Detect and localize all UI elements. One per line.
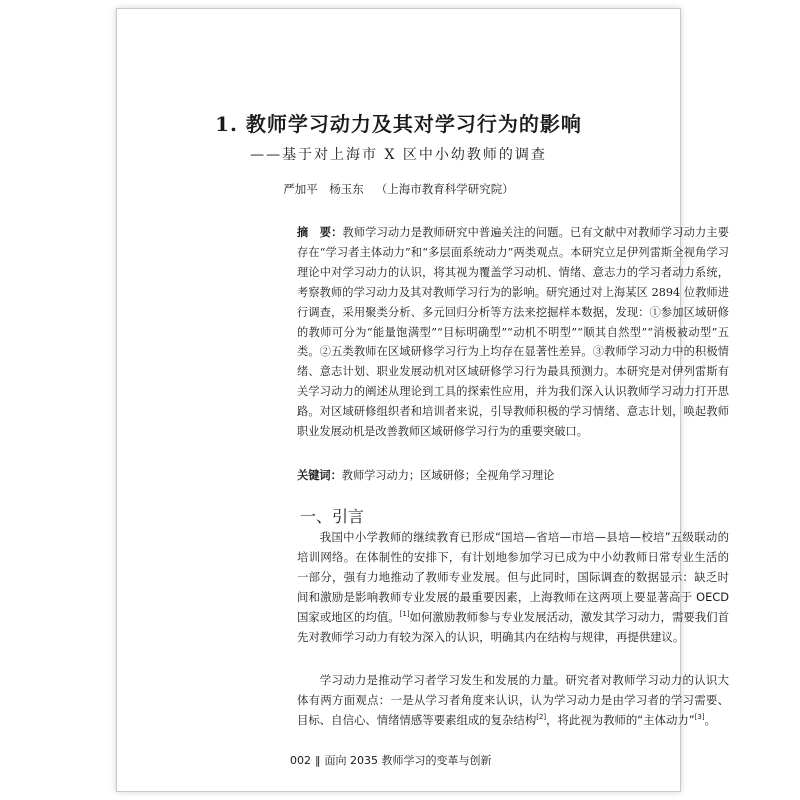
page-number: 002 — [290, 754, 311, 767]
author-names: 严加平 杨玉东 — [283, 182, 364, 196]
footer-separator: ‖ — [315, 754, 321, 767]
citation-ref: [3] — [694, 713, 705, 722]
section-heading: 一、引言 — [300, 507, 365, 526]
body-paragraph-2 — [297, 671, 729, 731]
author-line — [117, 181, 680, 197]
paragraph-text: 如何激励教师参与专业发展活动，激发其学习动力，需要我们首先对教师学习动力有较为深入的认识，明确其内在结构与规律，再提供建议。 — [297, 609, 729, 644]
body-paragraph-1 — [297, 528, 729, 647]
abstract-label: 摘 要： — [297, 225, 343, 239]
book-title: 面向 2035 教师学习的变革与创新 — [324, 754, 492, 767]
paragraph-text: ，将此视为教师的“主体动力” — [546, 712, 695, 727]
keywords-text: 教师学习动力；区域研修；全视角学习理论 — [341, 469, 555, 482]
citation-ref: [1] — [399, 609, 410, 618]
keywords — [297, 466, 729, 486]
abstract — [297, 223, 729, 442]
article-subtitle: ——基于对上海市 X 区中小幼教师的调查 — [250, 147, 547, 163]
citation-ref: [2] — [536, 713, 547, 722]
paragraph-text: 学习动力是推动学习者学习发生和发展的力量。研究者对教师学习动力的认识大体有两方面观点：一是从学习者角度来认识，认为学习动力是由学习者的学习需要、目标、自信心、情绪情感等要素组成的复杂结构 — [297, 673, 729, 727]
paragraph-text: 。 — [704, 712, 716, 727]
paragraph-text: 我国中小学教师的继续教育已形成“国培—省培—市培—县培—校培”五级联动的培训网络。在体制性的安排下，有计划地参加学习已成为中小幼教师日常专业生活的一部分，强有力地推动了教师专业发展。但与此同时，国际调查的数据显示：缺乏时间和激励是影响教师专业发展的最重要因素，上海教师在这两项上要显著高于 OECD 国家或地区的均值。 — [297, 530, 729, 624]
author-affiliation: （上海市教育科学研究院） — [375, 182, 514, 196]
book-page — [116, 8, 729, 792]
abstract-text: 教师学习动力是教师研究中普遍关注的问题。已有文献中对教师学习动力主要存在“学习者主体动力”和“多层面系统动力”两类观点。本研究立足伊列雷斯全视角学习理论中对学习动力的认识，将其视为覆盖学习动机、情绪、意志力的学习者动力系统，考察教师的学习动力及其对教师学习行为的影响。研究通过对上海某区 2894 位教师进行调查，采用聚类分析、多元回归分析等方法来挖掘样本数据，发现：①参加区域研修的教师可分为“能量饱满型”“目标明确型”“动机不明型”“顺其自然型”“消极被动型”五类。②五类教师在区域研修学习行为上均存在显著性差异。③教师学习动力中的积极情绪、意志计划、职业发展动机对区域研修学习行为最具预测力。本研究是对伊列雷斯有关学习动力的阐述从理论到工具的探索性应用，并为我们深入认识教师学习动力打开思路。对区域研修组织者和培训者来说，引导教师积极的学习情绪、意志计划，唤起教师职业发展动机是改善教师区域研修学习行为的重要突破口。 — [297, 226, 729, 439]
article-title: 1. 教师学习动力及其对学习行为的影响 — [215, 112, 582, 136]
page-footer — [290, 752, 492, 768]
keywords-label: 关键词： — [297, 468, 342, 482]
